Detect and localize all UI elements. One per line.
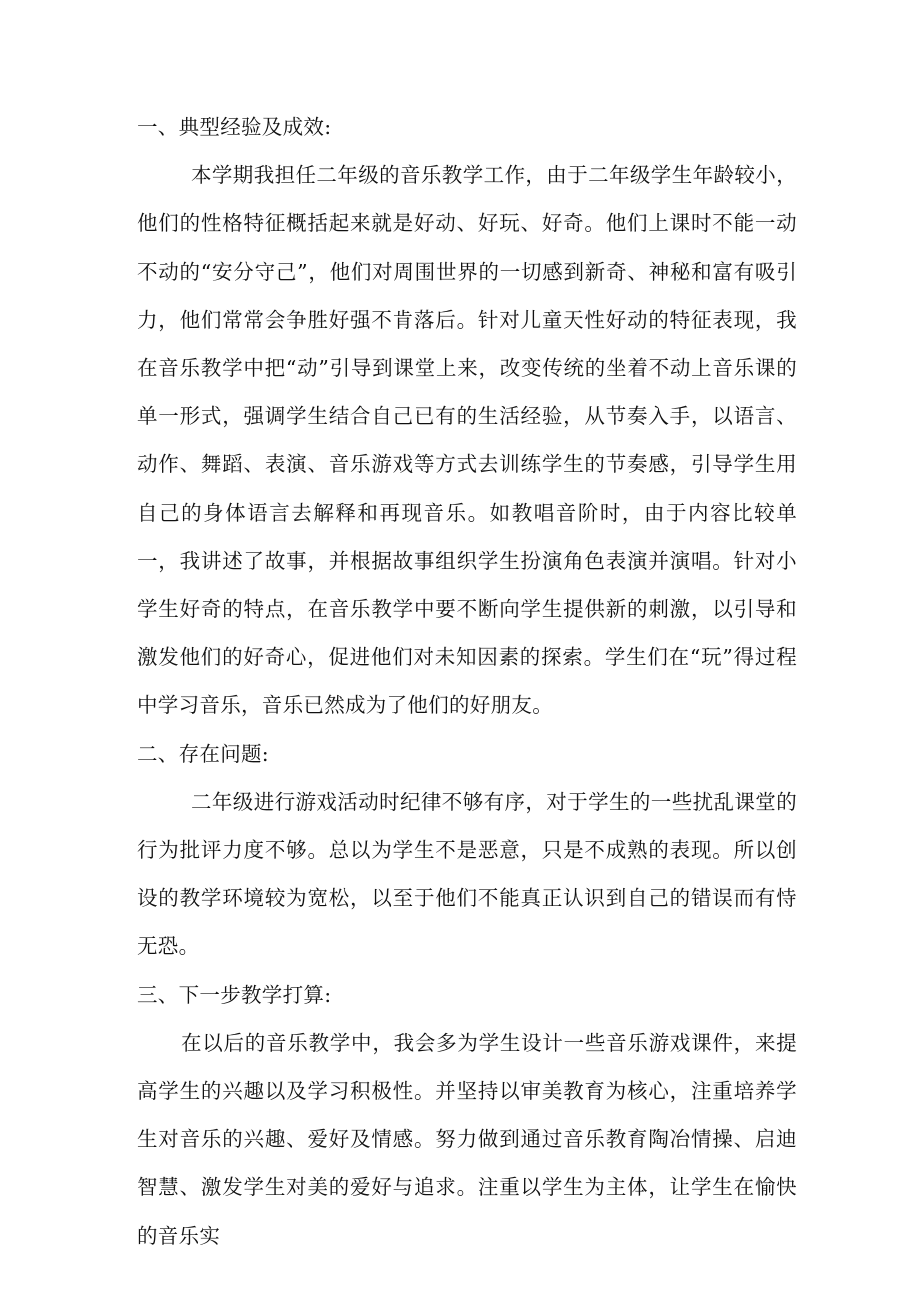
- section-1-heading: 一、典型经验及成效:: [137, 115, 332, 139]
- section-3-paragraph: 在以后的音乐教学中，我会多为学生设计一些音乐游戏课件，来提高学生的兴趣以及学习积极性。并坚持以审美教育为核心，注重培养学生对音乐的兴趣、爱好及情感。努力做到通过音乐教育陶冶情操、启迪智慧、激发学生对美的爱好与追求。注重以学生为主体，让学生在愉快的音乐实: [137, 1030, 797, 1248]
- document-body: [137, 103, 797, 1260]
- section-3-heading: 三、下一步教学打算:: [137, 982, 332, 1007]
- section-2-paragraph: 二年级进行游戏活动时纪律不够有序，对于学生的一些扰乱课堂的行为批评力度不够。总以为学生不是恶意，只是不成熟的表现。所以创设的教学环境较为宽松，以至于他们不能真正认识到自己的错误而有恃无恐。: [137, 789, 797, 959]
- section-2-heading: 二、存在问题:: [137, 741, 270, 766]
- section-1-paragraph: 本学期我担任二年级的音乐教学工作，由于二年级学生年龄较小，他们的性格特征概括起来就是好动、好玩、好奇。他们上课时不能一动不动的“安分守己”，他们对周围世界的一切感到新奇、神秘和富有吸引力，他们常常会争胜好强不肯落后。针对儿童天性好动的特征表现，我在音乐教学中把“动”引导到课堂上来，改变传统的坐着不动上音乐课的单一形式，强调学生结合自己已有的生活经验，从节奏入手，以语言、动作、舞蹈、表演、音乐游戏等方式去训练学生的节奏感，引导学生用自己的身体语言去解释和再现音乐。如教唱音阶时，由于内容比较单一，我讲述了故事，并根据故事组织学生扮演角色表演并演唱。针对小学生好奇的特点，在音乐教学中要不断向学生提供新的刺激，以引导和激发他们的好奇心，促进他们对未知因素的探索。学生们在“玩”得过程中学习音乐，音乐已然成为了他们的好朋友。: [137, 163, 797, 718]
